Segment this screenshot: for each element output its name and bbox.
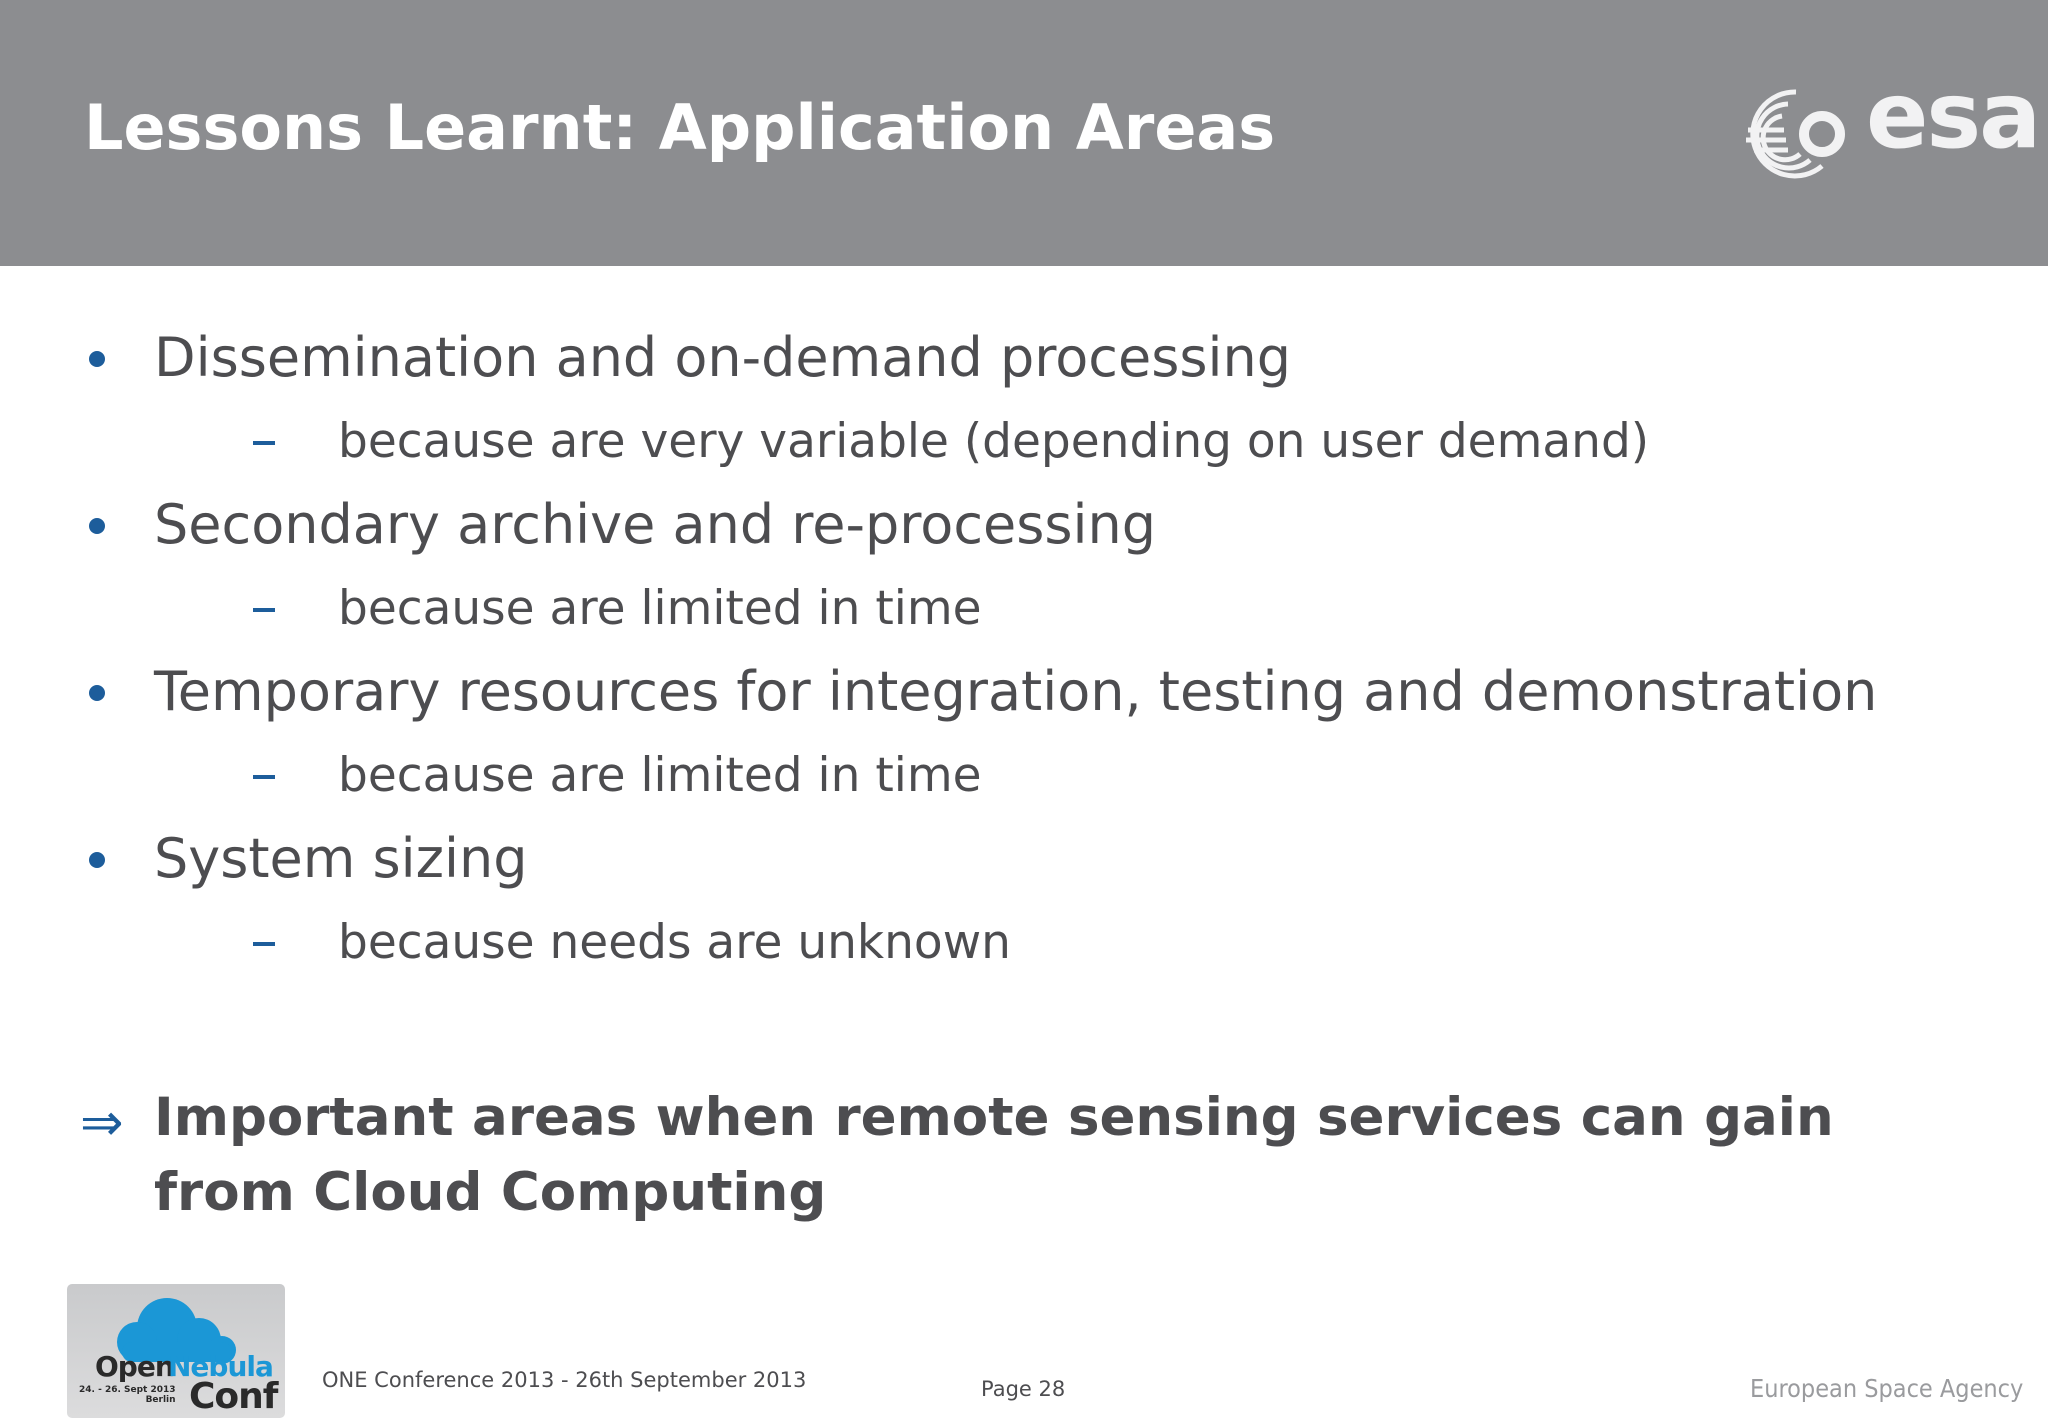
bullet-dot-icon <box>89 351 105 367</box>
dash-icon <box>253 441 275 445</box>
bullet-dot-icon <box>89 852 105 868</box>
page-title: Lessons Learnt: Application Areas <box>84 91 1276 164</box>
opennebula-conf-logo <box>67 1284 285 1418</box>
sub-bullet-text: because are very variable (depending on user demand) <box>338 414 1650 469</box>
logo-dates <box>79 1386 176 1406</box>
bullet-text: Temporary resources for integration, testing and demonstration <box>154 660 1878 723</box>
bullet-text: Dissemination and on-demand processing <box>154 326 1291 389</box>
implies-arrow-icon: ⇒ <box>80 1093 124 1153</box>
bullet-dot-icon <box>89 518 105 534</box>
sub-bullet-text: because are limited in time <box>338 581 982 636</box>
footer-agency: European Space Agency <box>1750 1374 2024 1403</box>
logo-city-text: Berlin <box>145 1394 176 1405</box>
esa-logo-text: esa <box>1866 62 2040 169</box>
dash-icon <box>253 608 275 612</box>
bullet-dot-icon <box>89 685 105 701</box>
logo-word-nebula: Nebula <box>168 1350 273 1383</box>
logo-dates-text: 24. - 26. Sept 2013 <box>79 1385 176 1395</box>
dash-icon <box>253 942 275 946</box>
bullet-text: Secondary archive and re-processing <box>154 493 1157 556</box>
sub-bullet-text: because are limited in time <box>338 748 982 803</box>
bullet-text: System sizing <box>154 827 528 890</box>
page-number: Page 28 <box>981 1377 1066 1401</box>
footer-conference: ONE Conference 2013 - 26th September 2013 <box>322 1368 807 1392</box>
conclusion-text: Important areas when remote sensing services can gain from Cloud Computing <box>154 1087 1834 1223</box>
logo-word-conf: Conf <box>189 1376 278 1417</box>
sub-bullet-text: because needs are unknown <box>338 915 1011 970</box>
dash-icon <box>253 775 275 779</box>
logo-word-open: Open <box>95 1350 174 1383</box>
